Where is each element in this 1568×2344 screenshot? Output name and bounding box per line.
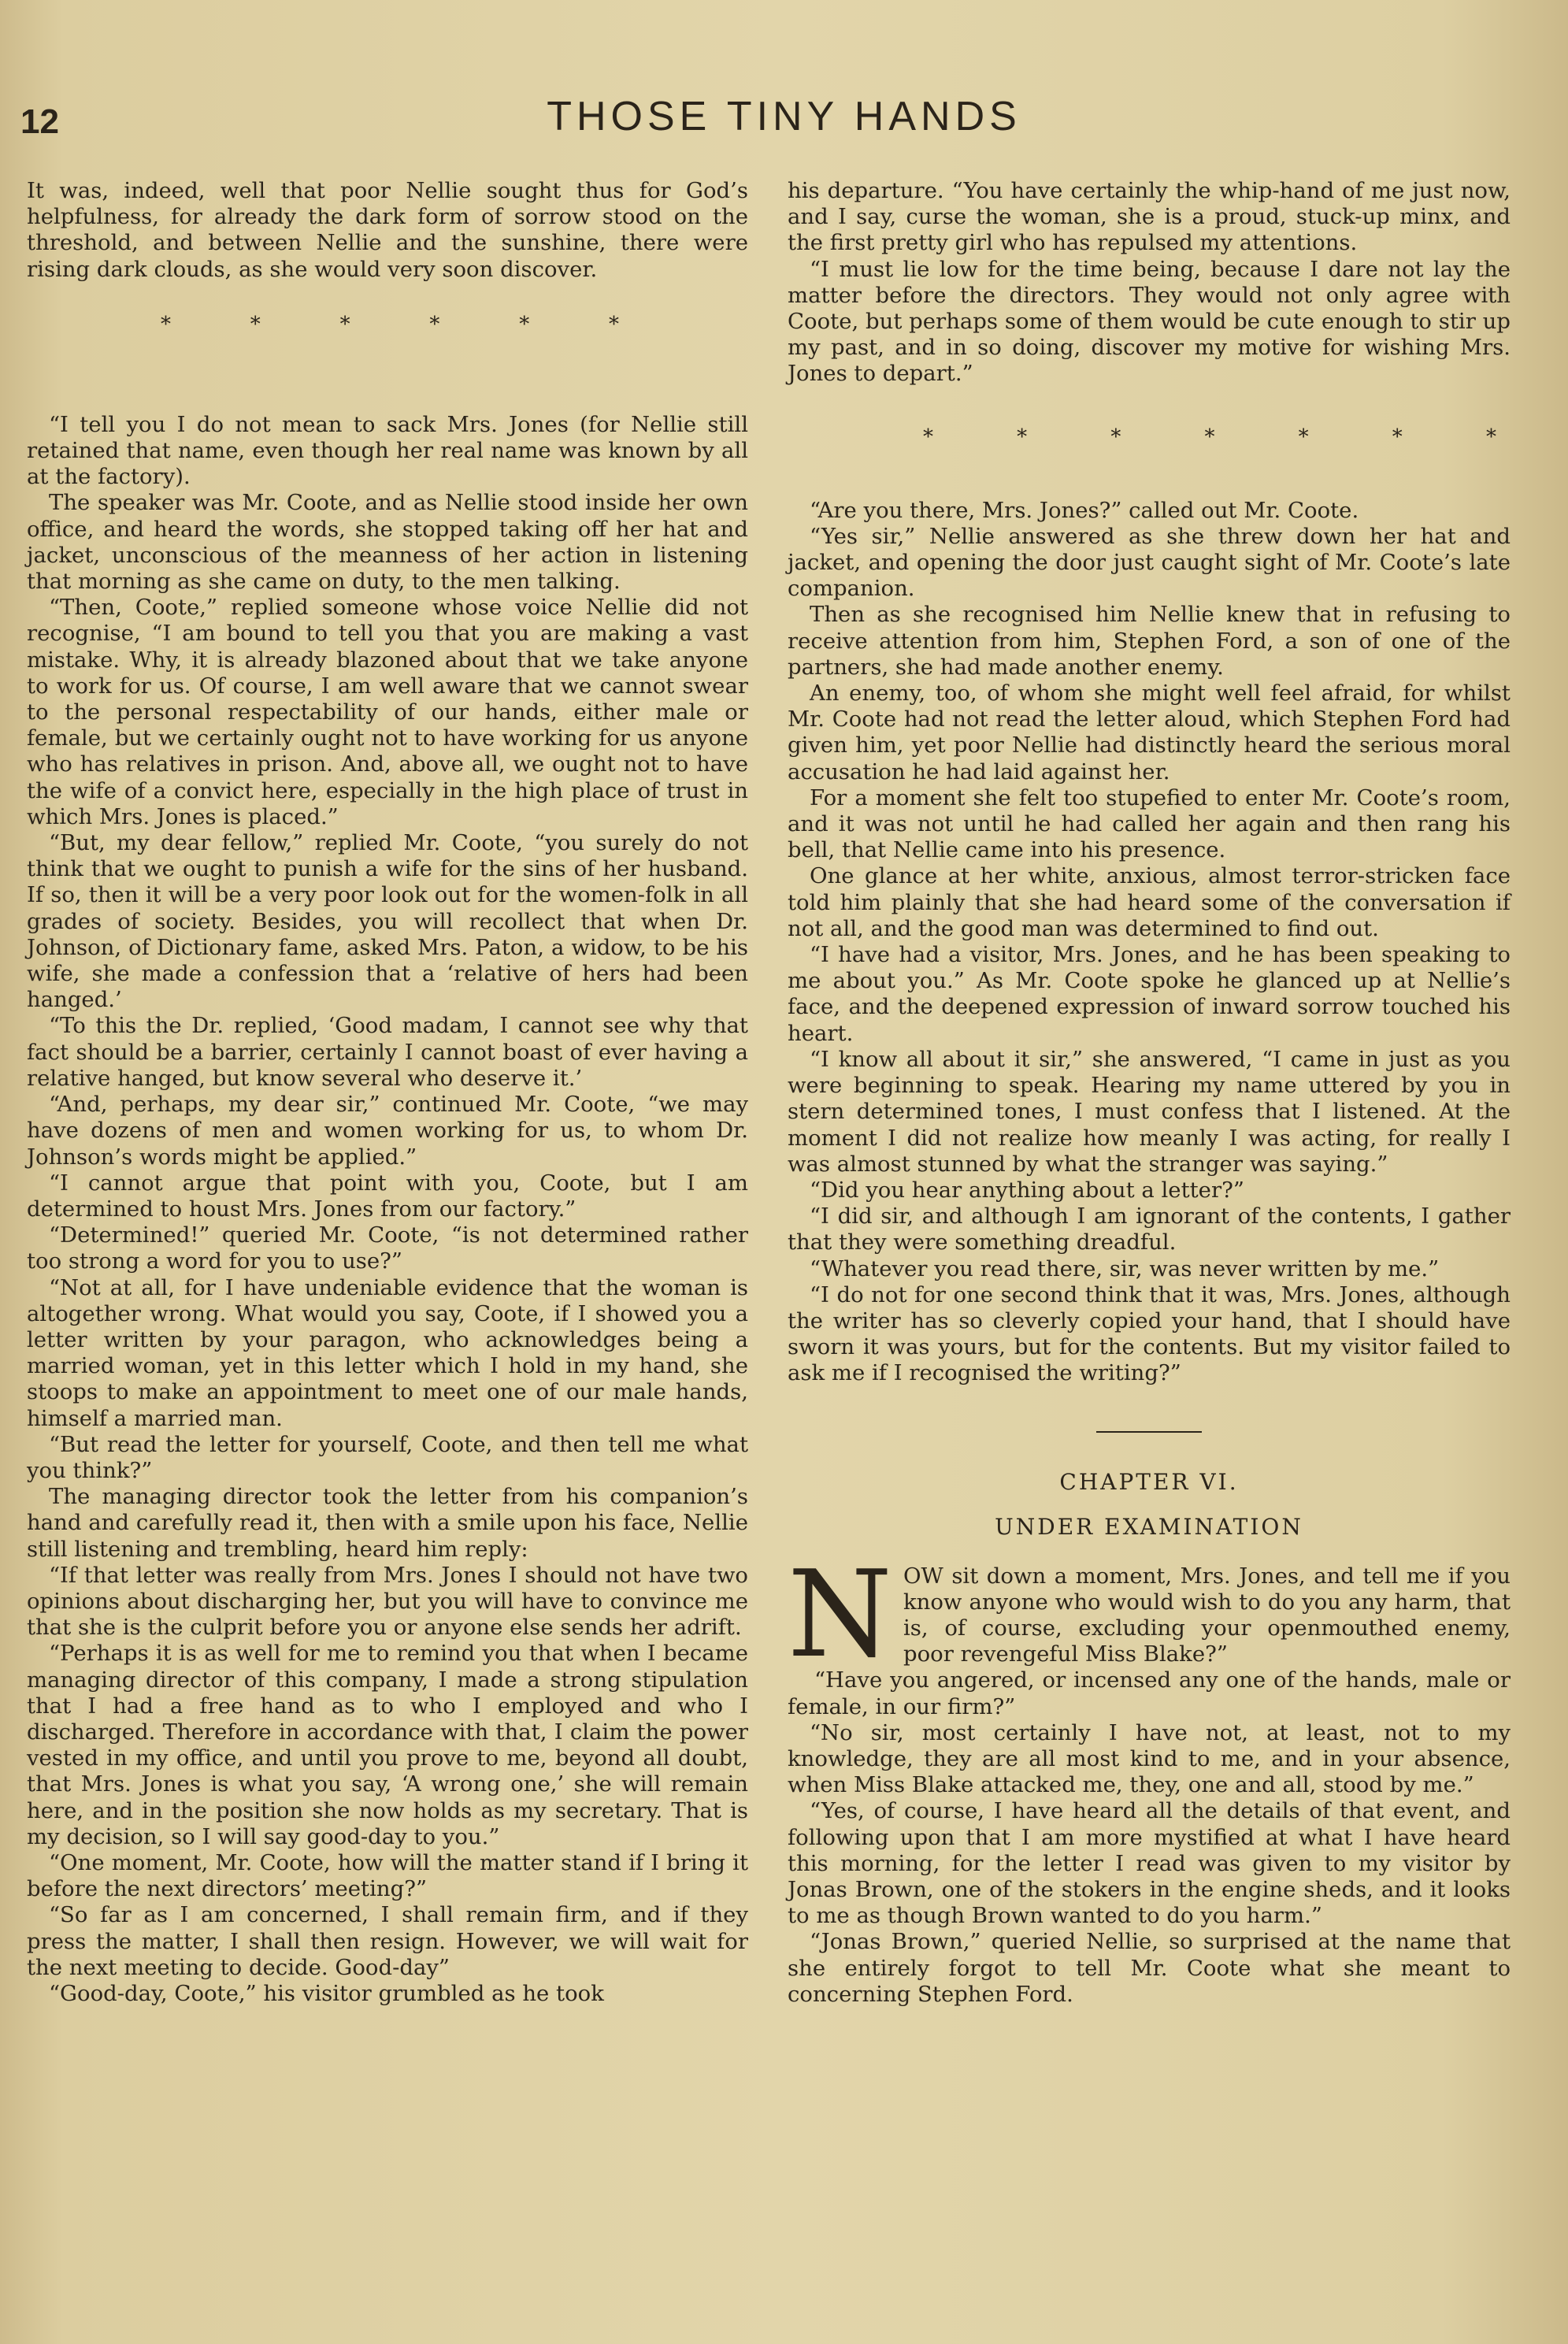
page-number: 12 [20, 102, 59, 141]
section-break-star: * [1110, 425, 1121, 449]
paragraph: “If that letter was really from Mrs. Jones I should not have two opinions about discharging her, but you will have to convince me that she is the culprit before you or anyone else sends her adrift. [27, 1562, 748, 1641]
section-break-star: * [429, 312, 440, 336]
paragraph: “No sir, most certainly I have not, at least, not to my knowledge, they are all most kind to me, and in your absence, when Miss Blake attacked me, they, one and all, stood by me.” [788, 1719, 1511, 1798]
paragraph: “To this the Dr. replied, ‘Good madam, I cannot see why that fact should be a barrier, certainly I cannot boast of ever having a relative hanged, but know several who deserve it.’ [27, 1013, 748, 1091]
section-break-star: * [1485, 425, 1496, 449]
section-break-star: * [161, 312, 171, 336]
paragraph: “But read the letter for yourself, Coote, and then tell me what you think?” [27, 1431, 748, 1483]
drop-cap: N [788, 1544, 892, 1684]
section-break-star: * [1298, 425, 1309, 449]
paragraph: “And, perhaps, my dear sir,” continued Mr. Coote, “we may have dozens of men and women working for us, to whom Dr. Johnson’s words might be applied.” [27, 1092, 748, 1170]
paragraph: “I have had a visitor, Mrs. Jones, and he has been speaking to me about you.” As Mr. Coote spoke he glanced up at Nellie’s face, and the deepened expression of inward sorrow touched his heart. [788, 942, 1511, 1046]
paragraph: “Perhaps it is as well for me to remind you that when I became managing director of this company, I made a strong stipulation that I had a free hand as to who I employed and who I discharged. Therefore in accordance with that, I claim the power vested in my office, and until you prove to me, beyond all doubt, that Mrs. Jones is what you say, ‘A wrong one,’ she will remain here, and in the position she now holds as my secretary. That is my decision, so I will say good-day to you.” [27, 1641, 748, 1849]
paragraph: “I cannot argue that point with you, Coote, but I am determined to houst Mrs. Jones from our factory.” [27, 1170, 748, 1222]
paragraph: One glance at her white, anxious, almost terror-stricken face told him plainly that she had heard some of the conversation if not all, and the good man was determined to find out. [788, 863, 1511, 941]
paragraph: For a moment she felt too stupefied to enter Mr. Coote’s room, and it was not until he had called her again and then rang his bell, that Nellie came into his presence. [788, 784, 1511, 863]
paragraph: An enemy, too, of whom she might well feel afraid, for whilst Mr. Coote had not read the letter aloud, which Stephen Ford had given him, yet poor Nellie had distinctly heard the serious moral accusation he had laid against her. [788, 681, 1511, 784]
section-break-star: * [1017, 425, 1028, 449]
running-title: THOSE TINY HANDS [547, 94, 1021, 139]
paragraph: “Yes sir,” Nellie answered as she threw down her hat and jacket, and opening the door just caught sight of Mr. Coote’s late companion. [788, 523, 1511, 602]
paragraph: “I tell you I do not mean to sack Mrs. Jones (for Nellie still retained that name, even though her real name was known by all at the factory). [27, 411, 748, 490]
right-column [788, 178, 1511, 2008]
section-break-star: * [1392, 425, 1403, 449]
section-break-star: * [250, 312, 261, 336]
opening-paragraph: “I must lie low for the time being, because I dare not lay the matter before the directors. They would not only agree with Coote, but perhaps some of them would be cute enough to stir up my past, and in so doing, discover my motive for wishing Mrs. Jones to depart.” [788, 256, 1511, 387]
paragraph: “Good-day, Coote,” his visitor grumbled as he took [49, 1981, 604, 2006]
paragraph: “Then, Coote,” replied someone whose voice Nellie did not recognise, “I am bound to tell you that you are making a vast mistake. Why, it is already blazoned about that we take anyone to work for us. Of course, I am well aware that we cannot swear to the personal respectability of our hands, either male or female, but we certainly ought not to have working for us anyone who has relatives in prison. And, above all, we ought not to have the wife of a convict here, especially in the high place of trust in which Mrs. Jones is placed.” [27, 595, 748, 829]
paragraph: The speaker was Mr. Coote, and as Nellie stood inside her own office, and heard the words, she stopped taking off her hat and jacket, unconscious of the meanness of her action in listening that morning as she came on duty, to the men talking. [27, 490, 748, 595]
section-break-star: * [339, 312, 350, 336]
paragraph: Then as she recognised him Nellie knew that in refusing to receive attention from him, Stephen Ford, a son of one of the partners, she had made another enemy. [788, 602, 1511, 680]
paragraph: “But, my dear fellow,” replied Mr. Coote, “you surely do not think that we ought to punish a wife for the sins of her husband. If so, then it will be a very poor look out for the women-folk in all grades of society. Besides, you will recollect that when Dr. Johnson, of Dictionary fame, asked Mrs. Paton, a widow, to be his wife, she made a confession that a ‘relative of hers had been hanged.’ [27, 830, 748, 1013]
paragraph: “Are you there, Mrs. Jones?” called out Mr. Coote. [810, 497, 1359, 523]
paragraph: “Have you angered, or incensed any one of the hands, male or female, in our firm?” [788, 1667, 1511, 1719]
chapter-divider-rule [1096, 1431, 1202, 1433]
paragraph: “So far as I am concerned, I shall remain firm, and if they press the matter, I shall then resign. However, we will wait for the next meeting to decide. Good-day” [27, 1902, 748, 1980]
left-column [27, 178, 748, 2007]
chapter-title: UNDER EXAMINATION [995, 1513, 1303, 1540]
section-break [788, 425, 1511, 449]
paragraph: “Yes, of course, I have heard all the details of that event, and following upon that I am more mystified at what I have heard this morning, for the letter I read was given to my visitor by Jonas Brown, one of the stokers in the engine sheds, and it looks to me as though Brown wanted to do you harm.” [788, 1798, 1511, 1929]
section-break-star: * [519, 312, 530, 336]
section-break-star: * [1204, 425, 1215, 449]
opening-paragraph: It was, indeed, well that poor Nellie sought thus for God’s helpfulness, for already the dark form of sorrow stood on the threshold, and between Nellie and the sunshine, there were rising dark clouds, as she would very soon discover. [27, 178, 748, 282]
paragraph: “Determined!” queried Mr. Coote, “is not determined rather too strong a word for you to use?” [27, 1222, 748, 1274]
paragraph: “One moment, Mr. Coote, how will the matter stand if I bring it before the next directors’ meeting?” [27, 1849, 748, 1902]
paragraph: “Did you hear anything about a letter?” [810, 1177, 1244, 1203]
paragraph: “I know all about it sir,” she answered, “I came in just as you were beginning to speak. Hearing my name uttered by you in stern determined tones, I must confess that I listened. At the moment I did not realize how meanly I was acting, for really I was almost stunned by what the stranger was saying.” [788, 1046, 1511, 1177]
chapter-first-paragraph: OW sit down a moment, Mrs. Jones, and tell me if you know anyone who would wish to do you any harm, that is, of course, excluding your openmouthed enemy, poor revengeful Miss Blake?” [903, 1563, 1511, 1667]
paragraph: “I did sir, and although I am ignorant of the contents, I gather that they were something dreadful. [788, 1204, 1511, 1255]
opening-paragraph: his departure. “You have certainly the whip-hand of me just now, and I say, curse the woman, she is a proud, stuck-up minx, and the first pretty girl who has repulsed my attentions. [788, 178, 1511, 256]
paragraph: The managing director took the letter from his companion’s hand and carefully read it, then with a smile upon his face, Nellie still listening and trembling, heard him reply: [27, 1484, 748, 1562]
section-break [27, 313, 748, 336]
chapter-opening [788, 1544, 1511, 1684]
section-break-star: * [608, 312, 619, 336]
paragraph: “Jonas Brown,” queried Nellie, so surprised at the name that she entirely forgot to tell Mr. Coote what she meant to concerning Stephen Ford. [788, 1929, 1511, 2007]
paragraph: “Whatever you read there, sir, was never written by me.” [810, 1255, 1440, 1281]
paragraph: “Not at all, for I have undeniable evidence that the woman is altogether wrong. What would you say, Coote, if I showed you a letter written by your paragon, who acknowledges being a married woman, yet in this letter which I hold in my hand, she stoops to make an appointment to meet one of our male hands, himself a married man. [27, 1274, 748, 1431]
chapter-number: CHAPTER VI. [1059, 1468, 1239, 1495]
paragraph: “I do not for one second think that it was, Mrs. Jones, although the writer has so cleverly copied your hand, that I should have sworn it was yours, but for the contents. But my visitor failed to ask me if I recognised the writing?” [788, 1281, 1511, 1386]
section-break-star: * [923, 425, 933, 449]
